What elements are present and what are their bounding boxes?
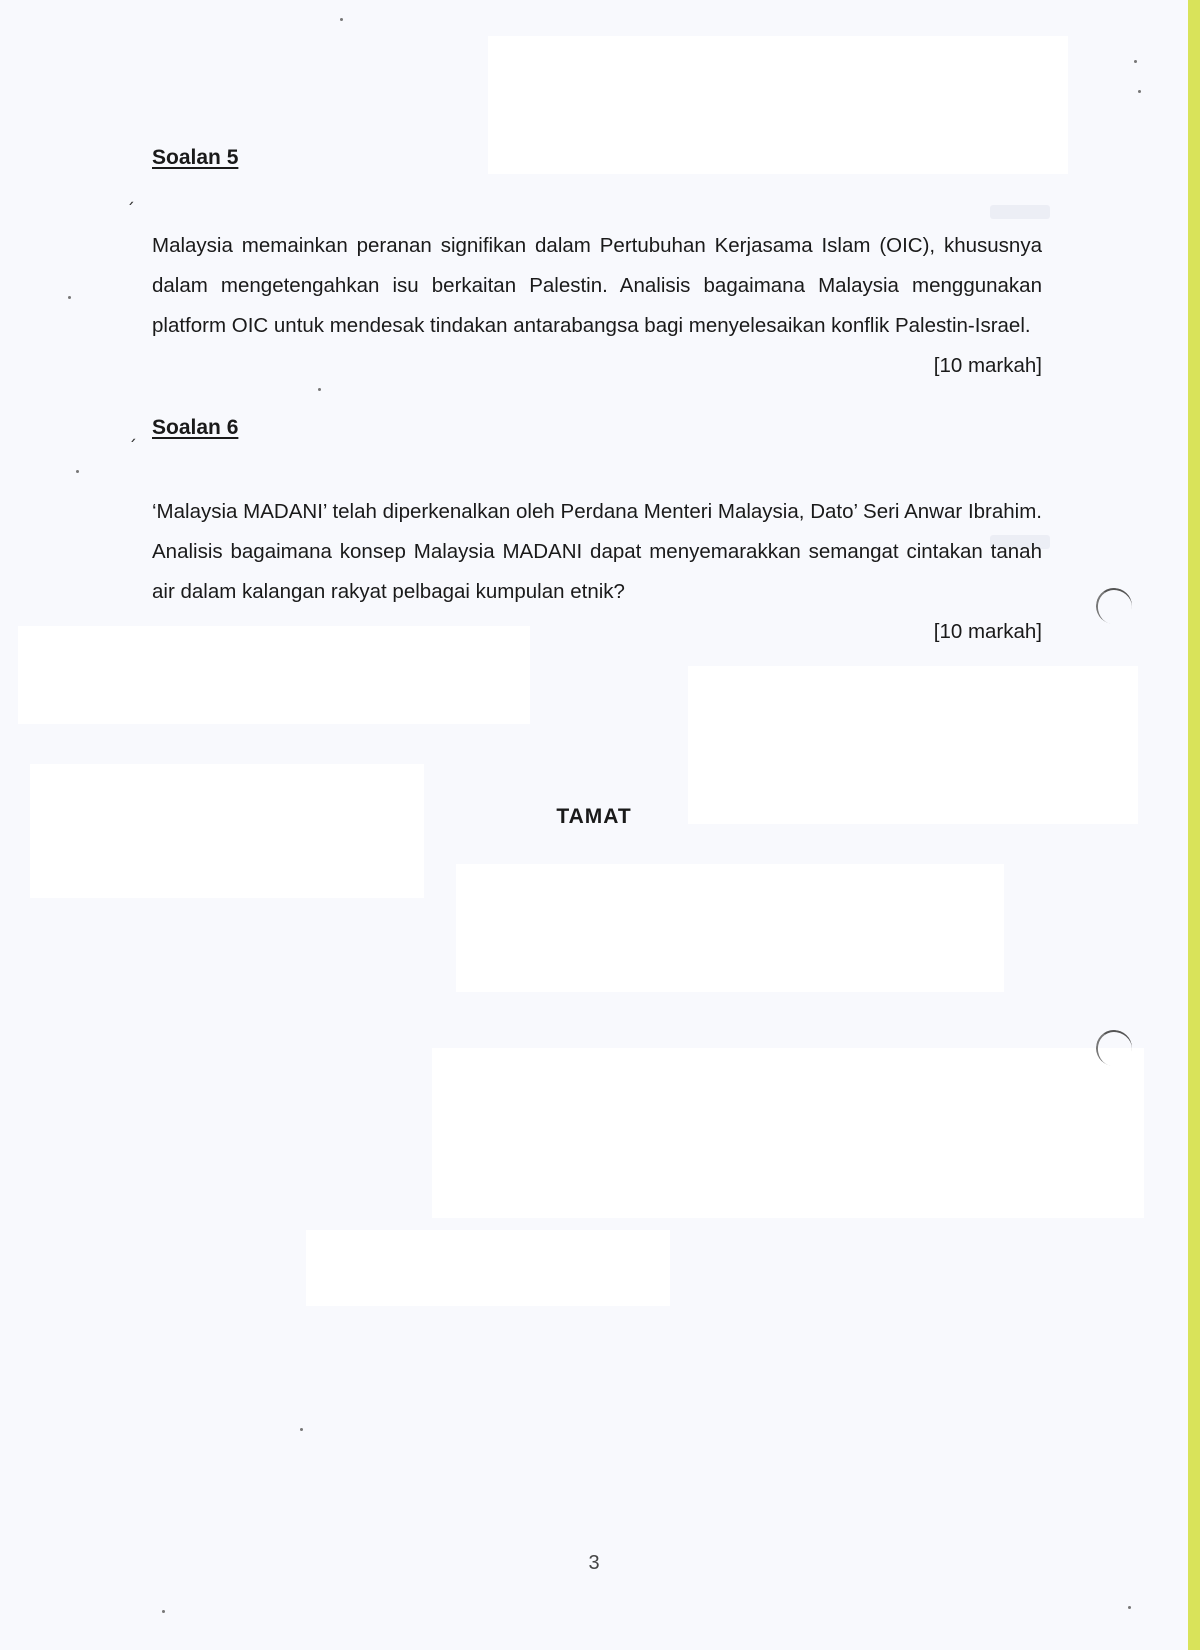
question-marks: [10 markah] — [933, 354, 1042, 377]
end-marker: TAMAT — [556, 805, 632, 828]
scan-speck — [1134, 60, 1137, 63]
scan-speck — [1138, 90, 1141, 93]
redaction-block — [432, 1048, 1144, 1218]
scan-speck — [318, 388, 321, 391]
question-marks: [10 markah] — [933, 620, 1042, 643]
redaction-block — [456, 864, 1004, 992]
scan-speck — [68, 296, 71, 299]
redaction-block — [688, 666, 1138, 824]
scan-speck — [162, 1610, 165, 1613]
scan-speck — [300, 1428, 303, 1431]
scan-speck — [76, 470, 79, 473]
scan-speck — [1128, 1606, 1131, 1609]
question-text: Malaysia memainkan peranan signifikan dalam Pertubuhan Kerjasama Islam (OIC), khususnya dalam mengetengahkan isu berkaitan Palestin. Analisis bagaimana Malaysia menggunakan platform OIC untuk mendesak tindakan antarabangsa bagi menyelesaikan konflik Palestin-Israel. — [152, 234, 1042, 337]
tick-mark-icon: ˊ — [126, 200, 135, 221]
question-title: Soalan 5 — [152, 146, 239, 169]
question-body — [152, 226, 1042, 377]
question-body: ‘Malaysia MADANI’ telah diperkenalkan oleh Perdana Menteri Malaysia, Dato’ Seri Anwar Ibrahim. Analisis bagaimana konsep Malaysia MADANI dapat menyemarakkan semangat cintakan tanah air dalam kalangan rakyat pelbagai kumpulan etnik? — [152, 500, 1042, 603]
question-title: Soalan 6 — [152, 416, 239, 439]
question-6 — [152, 416, 1042, 652]
redaction-block — [306, 1230, 670, 1306]
page-number: 3 — [588, 1552, 600, 1574]
redaction-block — [30, 764, 424, 898]
scan-speck — [340, 18, 343, 21]
question-5 — [152, 146, 1042, 386]
tick-mark-icon: ˏ — [128, 422, 137, 443]
punch-hole-icon — [1093, 585, 1135, 627]
